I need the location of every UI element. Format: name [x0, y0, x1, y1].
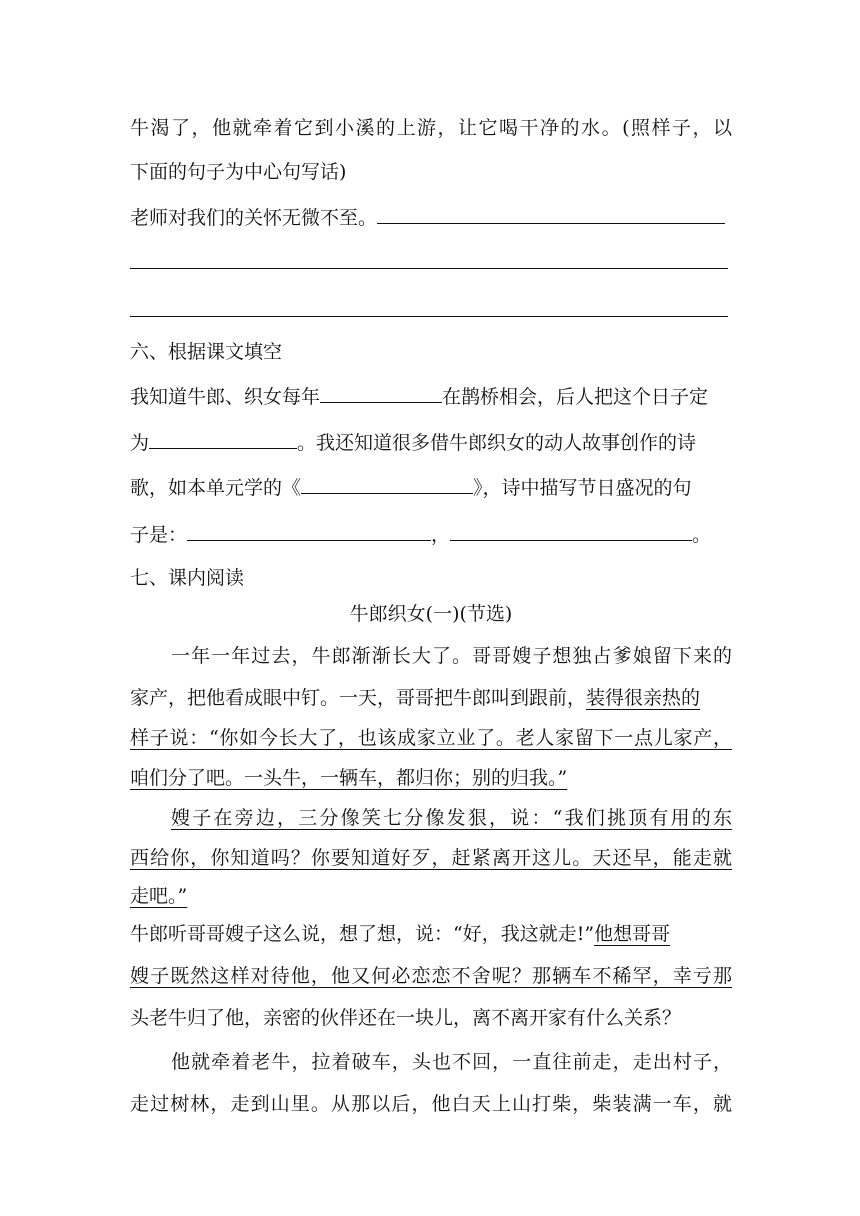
passage-line	[130, 912, 732, 956]
fill-line-c	[130, 466, 732, 510]
passage-line-underlined: 嫂子在旁边，三分像笑七分像发狠，说：“我们挑顶有用的东	[171, 807, 732, 829]
blank-festival[interactable]	[149, 430, 297, 449]
passage-line: 他就牵着老牛，拉着破车，头也不回，一直往前走，走出村子，	[171, 1051, 732, 1073]
underlined-text: 他想哥哥	[594, 923, 671, 945]
section-seven-heading: 七、课内阅读	[130, 567, 245, 589]
fill-text: 。我还知道很多借牛郎织女的动人故事创作的诗	[297, 432, 697, 454]
fill-text: 在鹊桥相会，后人把这个日子定	[442, 386, 709, 408]
fill-line-d	[130, 513, 732, 557]
passage-text: 牛郎听哥哥嫂子这么说，想了想，说：“好，我这就走!”	[130, 923, 595, 945]
fill-line-b	[130, 421, 732, 465]
passage-line: 一年一年过去，牛郎渐渐长大了。哥哥嫂子想独占爹娘留下来的	[171, 645, 732, 667]
answer-blank[interactable]	[377, 205, 725, 224]
passage-line-underlined: 嫂子既然这样对待他，他又何必恋恋不舍呢？那辆车不稀罕，幸亏那	[130, 965, 732, 987]
passage-text: 家产，把他看成眼中钉。一天，哥哥把牛郎叫到跟前，	[130, 687, 587, 709]
fill-text: 》，诗中描写节日盛况的句	[473, 477, 692, 499]
fill-text: ，	[431, 524, 451, 546]
fill-text: 子是：	[130, 524, 188, 546]
passage-title: 牛郎织女(一)(节选)	[349, 603, 513, 625]
passage-line-underlined: 走吧。”	[130, 885, 188, 907]
passage-line-underlined: 咱们分了吧。一头牛，一辆车，都归你；别的归我。”	[130, 767, 568, 789]
answer-line-2[interactable]	[130, 316, 728, 317]
writing-prompt: 老师对我们的关怀无微不至。	[130, 207, 378, 229]
blank-verse-2[interactable]	[450, 522, 692, 541]
section-six-heading: 六、根据课文填空	[130, 341, 283, 363]
fill-text: 歌，如本单元学的《	[130, 477, 302, 499]
passage-line	[130, 676, 732, 720]
answer-line-1[interactable]	[130, 268, 728, 269]
fill-text: 。	[692, 524, 712, 546]
passage-line-underlined: 样子说：“你如今长大了，也该成家立业了。老人家留下一点儿家产，	[130, 727, 732, 749]
fill-line-a	[130, 375, 732, 419]
blank-poem-title[interactable]	[301, 475, 473, 494]
passage-line: 走过树林，走到山里。从那以后，他白天上山打柴，柴装满一车，就	[130, 1093, 732, 1115]
exercise-line-1: 牛渴了，他就牵着它到小溪的上游，让它喝干净的水。(照样子，以	[130, 117, 732, 139]
fill-text: 为	[130, 432, 150, 454]
underlined-text: 装得很亲热的	[586, 687, 701, 709]
writing-prompt-line	[130, 196, 732, 240]
fill-text: 我知道牛郎、织女每年	[130, 386, 321, 408]
exercise-line-2: 下面的句子为中心句写话)	[130, 161, 347, 183]
blank-date[interactable]	[320, 384, 442, 403]
passage-line-underlined: 西给你，你知道吗？你要知道好歹，赶紧离开这儿。天还早，能走就	[130, 847, 732, 869]
blank-verse-1[interactable]	[187, 522, 431, 541]
passage-line: 头老牛归了他，亲密的伙伴还在一块儿，离不离开家有什么关系？	[130, 1007, 682, 1029]
